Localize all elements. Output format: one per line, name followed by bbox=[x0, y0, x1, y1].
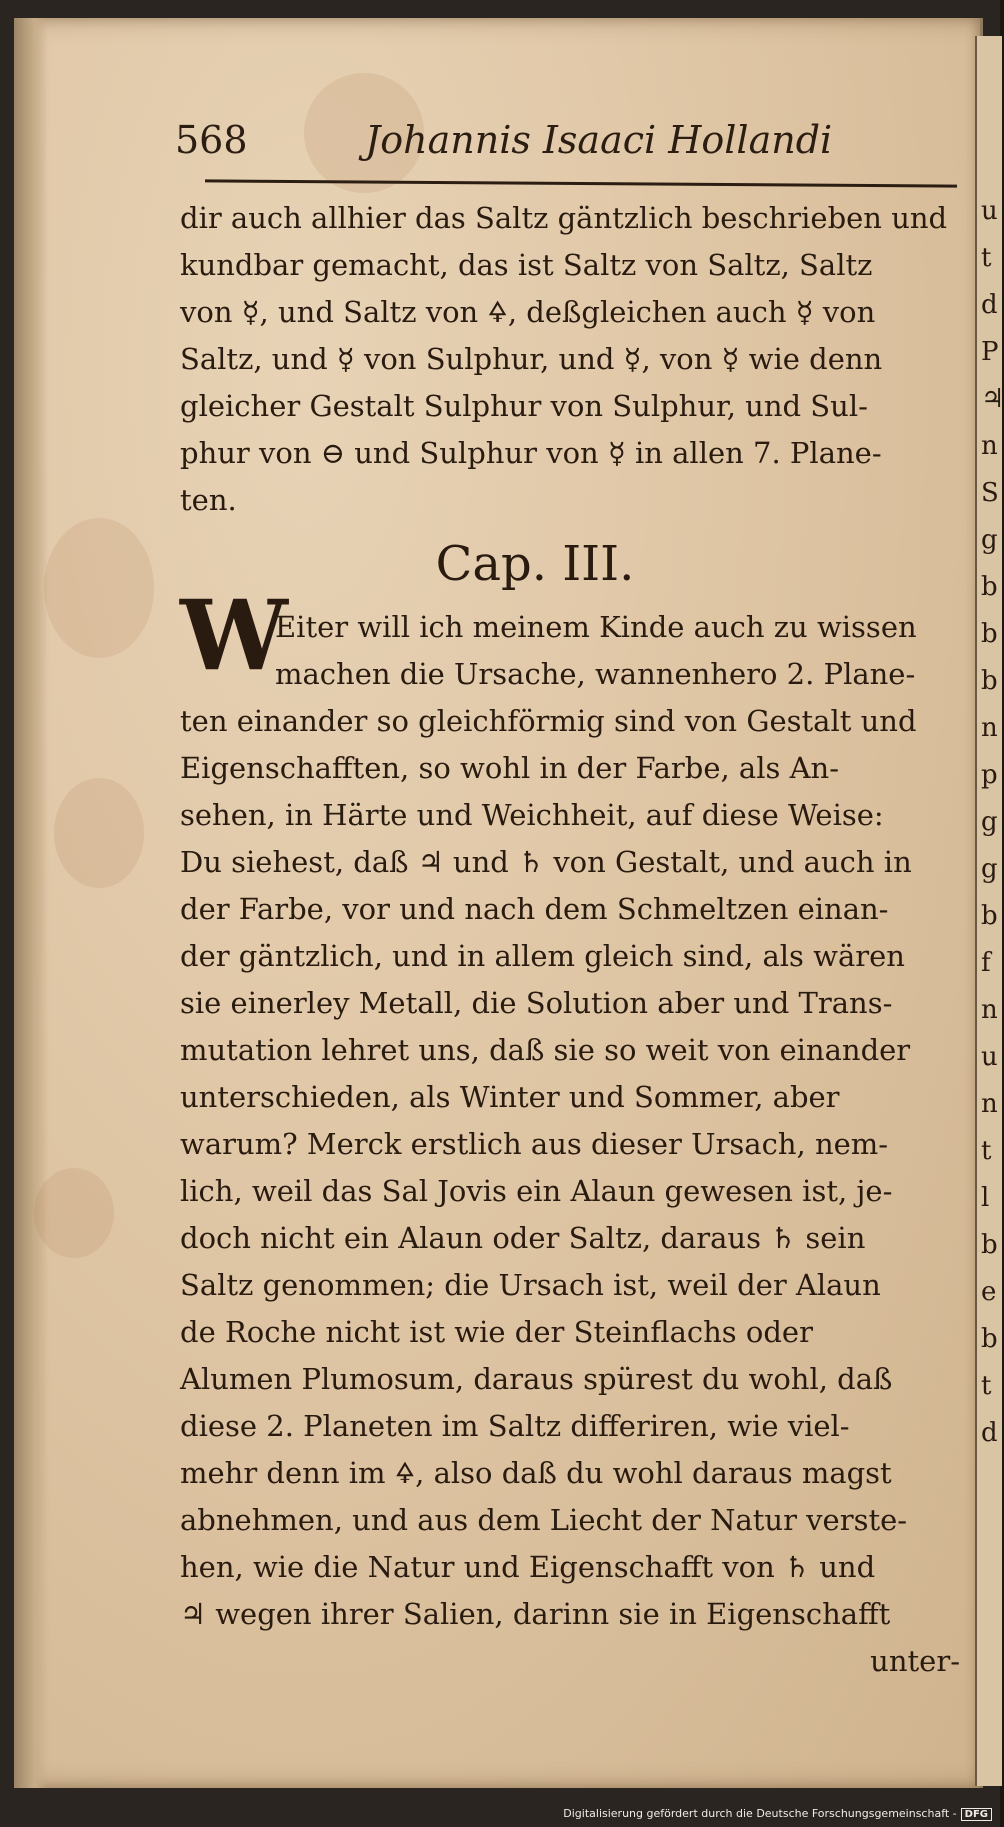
text-line: kundbar gemacht, das ist Saltz von Saltz, Saltz bbox=[180, 248, 873, 282]
neighbor-page-char: n bbox=[981, 1089, 998, 1119]
text-line: der Farbe, vor und nach dem Schmeltzen einan- bbox=[180, 892, 889, 926]
text-line: phur von ⊖ und Sulphur von ☿ in allen 7. Plane- bbox=[180, 436, 882, 470]
neighbor-page-char: b bbox=[981, 1324, 998, 1354]
neighbor-page-char: b bbox=[981, 901, 998, 931]
neighbor-page-char: P bbox=[981, 337, 999, 367]
text-line: lich, weil das Sal Jovis ein Alaun gewesen ist, je- bbox=[180, 1174, 893, 1208]
text-line: doch nicht ein Alaun oder Saltz, daraus ♄ sein bbox=[180, 1221, 866, 1255]
text-line: Du siehest, daß ♃ und ♄ von Gestalt, und auch in bbox=[180, 845, 912, 879]
book-spine-shadow bbox=[14, 18, 48, 1788]
dfg-logo: DFG bbox=[961, 1808, 992, 1821]
text-line: ♃ wegen ihrer Salien, darinn sie in Eigenschafft bbox=[180, 1597, 891, 1631]
text-line: Alumen Plumosum, daraus spürest du wohl, daß bbox=[180, 1362, 893, 1396]
text-line: de Roche nicht ist wie der Steinflachs oder bbox=[180, 1315, 813, 1349]
page-header bbox=[175, 118, 955, 178]
catchword: unter- bbox=[870, 1644, 960, 1678]
body-text bbox=[180, 195, 960, 1685]
text-line: dir auch allhier das Saltz gäntzlich beschrieben und bbox=[180, 201, 948, 235]
text-line: gleicher Gestalt Sulphur von Sulphur, und Sul- bbox=[180, 389, 868, 423]
credit-text: Digitalisierung gefördert durch die Deutsche Forschungsgemeinschaft - bbox=[563, 1807, 957, 1820]
text-line: abnehmen, und aus dem Liecht der Natur verste- bbox=[180, 1503, 908, 1537]
neighbor-page-char: b bbox=[981, 1230, 998, 1260]
neighbor-page-char: u bbox=[981, 196, 998, 226]
paper-stain bbox=[34, 1168, 114, 1258]
drop-cap: W bbox=[180, 579, 288, 692]
text-line: ten. bbox=[180, 483, 237, 517]
text-line: hen, wie die Natur und Eigenschafft von ♄ und bbox=[180, 1550, 876, 1584]
neighbor-page-edge bbox=[975, 36, 1002, 1786]
text-line: von ☿, und Saltz von 🜍, deßgleichen auch ☿ von bbox=[180, 295, 876, 329]
paper-stain bbox=[44, 518, 154, 658]
text-line: mehr denn im 🜍, also daß du wohl daraus magst bbox=[180, 1456, 892, 1490]
neighbor-page-char: f bbox=[981, 948, 991, 978]
neighbor-page-char: g bbox=[981, 807, 998, 837]
neighbor-page-char: d bbox=[981, 1418, 998, 1448]
neighbor-page-char: b bbox=[981, 666, 998, 696]
neighbor-page-char: t bbox=[981, 243, 992, 273]
neighbor-page-char: n bbox=[981, 995, 998, 1025]
text-line: warum? Merck erstlich aus dieser Ursach, nem- bbox=[180, 1127, 889, 1161]
neighbor-page-char: ♃ bbox=[981, 384, 1004, 414]
text-line: diese 2. Planeten im Saltz differiren, wie viel- bbox=[180, 1409, 850, 1443]
neighbor-page-char: d bbox=[981, 290, 998, 320]
neighbor-page-char: t bbox=[981, 1371, 992, 1401]
text-line: Saltz genommen; die Ursach ist, weil der Alaun bbox=[180, 1268, 881, 1302]
neighbor-page-char: g bbox=[981, 525, 998, 555]
neighbor-page-char: n bbox=[981, 713, 998, 743]
text-line: sie einerley Metall, die Solution aber und Trans- bbox=[180, 986, 893, 1020]
neighbor-page-char: l bbox=[981, 1183, 990, 1213]
neighbor-page-char: g bbox=[981, 854, 998, 884]
neighbor-page-char: t bbox=[981, 1136, 992, 1166]
neighbor-page-char: b bbox=[981, 619, 998, 649]
text-line: mutation lehret uns, daß sie so weit von einander bbox=[180, 1033, 911, 1067]
neighbor-page-char: n bbox=[981, 431, 998, 461]
neighbor-page-char: u bbox=[981, 1042, 998, 1072]
text-line: unterschieden, als Winter und Sommer, aber bbox=[180, 1080, 840, 1114]
text-line: Eigenschafften, so wohl in der Farbe, als An- bbox=[180, 751, 840, 785]
text-line: machen die Ursache, wannenhero 2. Plane- bbox=[275, 657, 916, 691]
paper-stain bbox=[54, 778, 144, 888]
neighbor-page-char: b bbox=[981, 572, 998, 602]
text-line: der gäntzlich, und in allem gleich sind, als wären bbox=[180, 939, 905, 973]
digitization-credit bbox=[563, 1807, 992, 1821]
neighbor-page-char: e bbox=[981, 1277, 997, 1307]
neighbor-page-char: p bbox=[981, 760, 998, 790]
neighbor-page-char: S bbox=[981, 478, 999, 508]
text-line: sehen, in Härte und Weichheit, auf diese Weise: bbox=[180, 798, 884, 832]
page-number: 568 bbox=[175, 118, 248, 162]
text-line: ten einander so gleichförmig sind von Gestalt und bbox=[180, 704, 917, 738]
running-head: Johannis Isaaci Hollandi bbox=[365, 118, 833, 162]
text-line: Eiter will ich meinem Kinde auch zu wissen bbox=[275, 610, 917, 644]
text-line: Saltz, und ☿ von Sulphur, und ☿, von ☿ wie denn bbox=[180, 342, 883, 376]
chapter-heading: Cap. III. bbox=[435, 536, 635, 592]
